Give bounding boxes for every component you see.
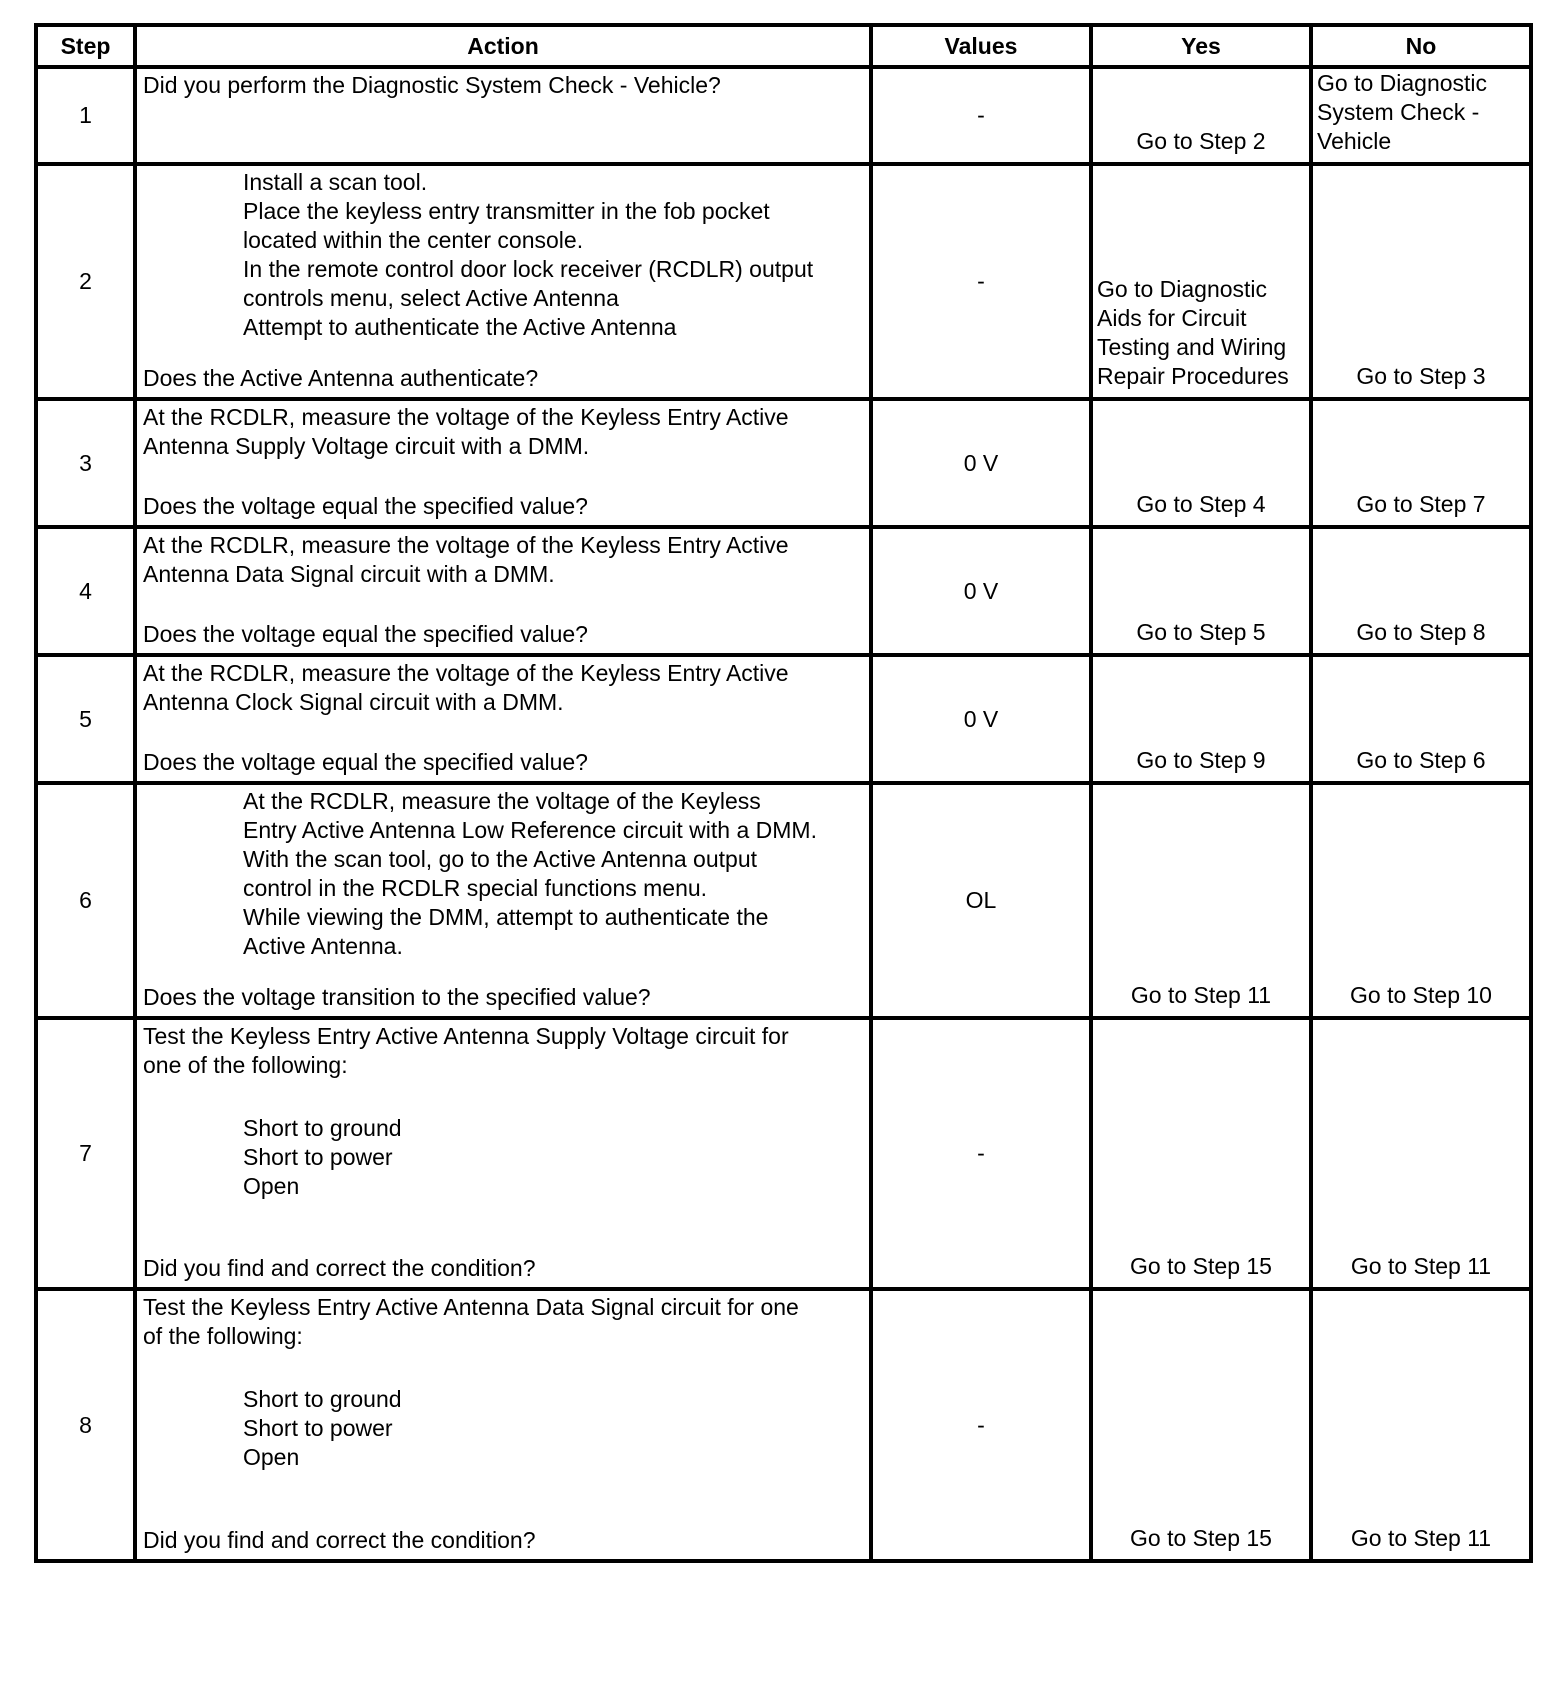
table-row (36, 527, 1531, 655)
action-line: Did you perform the Diagnostic System Check - Vehicle? (143, 72, 721, 98)
action-content (137, 529, 869, 653)
table-row (36, 67, 1531, 164)
action-question: Did you find and correct the condition? (143, 1527, 536, 1553)
action-instructions (143, 1293, 863, 1472)
no-cell (1311, 1018, 1531, 1289)
step-number: 5 (36, 655, 135, 783)
yes-action: Go to Step 11 (1130, 982, 1272, 1008)
yes-action: Go to Step 4 (1136, 491, 1266, 517)
no-cell (1311, 1289, 1531, 1561)
header-no: No (1311, 25, 1531, 67)
yes-action: Go to Diagnostic Aids for Circuit Testing and Wiring Repair Procedures (1097, 276, 1289, 389)
header-step: Step (36, 25, 135, 67)
action-content (137, 69, 869, 157)
table-row (36, 164, 1531, 399)
value-cell: - (871, 164, 1091, 399)
action-content (137, 657, 869, 781)
step-number: 3 (36, 399, 135, 527)
action-instructions (143, 787, 863, 961)
action-cell (135, 67, 871, 164)
yes-cell (1091, 67, 1311, 164)
action-content (137, 785, 869, 1016)
action-content (137, 401, 869, 525)
value-cell: 0 V (871, 399, 1091, 527)
yes-cell (1091, 1018, 1311, 1289)
action-instructions (143, 168, 863, 342)
action-indented-line: Open (243, 1173, 300, 1199)
header-row (36, 25, 1531, 67)
yes-action: Go to Step 9 (1136, 747, 1266, 773)
no-cell (1311, 655, 1531, 783)
action-indented-line: located within the center console. (243, 227, 584, 253)
value-cell: - (871, 67, 1091, 164)
action-content (137, 1020, 869, 1287)
no-action: Go to Step 8 (1356, 619, 1486, 645)
action-instructions (143, 531, 863, 589)
action-indented-line: While viewing the DMM, attempt to authenticate the (243, 904, 769, 930)
action-instructions (143, 1022, 863, 1201)
no-cell (1311, 67, 1531, 164)
action-indented-line: Entry Active Antenna Low Reference circuit with a DMM. (243, 817, 817, 843)
action-question: Does the voltage equal the specified value? (143, 493, 588, 519)
yes-cell (1091, 399, 1311, 527)
action-line: Test the Keyless Entry Active Antenna Supply Voltage circuit for (143, 1023, 789, 1049)
action-line: of the following: (143, 1323, 303, 1349)
action-line: Test the Keyless Entry Active Antenna Data Signal circuit for one (143, 1294, 799, 1320)
table-row (36, 1018, 1531, 1289)
step-number: 6 (36, 783, 135, 1018)
header-values: Values (871, 25, 1091, 67)
action-content (137, 166, 869, 397)
action-cell (135, 527, 871, 655)
step-number: 4 (36, 527, 135, 655)
action-line: At the RCDLR, measure the voltage of the Keyless Entry Active (143, 532, 789, 558)
value-cell: - (871, 1018, 1091, 1289)
header-action: Action (135, 25, 871, 67)
action-indented-line: At the RCDLR, measure the voltage of the Keyless (243, 788, 761, 814)
no-action: Go to Step 6 (1356, 747, 1486, 773)
yes-cell (1091, 527, 1311, 655)
action-question: Does the Active Antenna authenticate? (143, 365, 539, 391)
action-indented-line: Active Antenna. (243, 933, 403, 959)
no-action: Go to Step 11 (1350, 1253, 1492, 1279)
action-question: Does the voltage transition to the specified value? (143, 984, 651, 1010)
table-row (36, 1289, 1531, 1561)
action-indented-line: With the scan tool, go to the Active Antenna output (243, 846, 758, 872)
action-question: Does the voltage equal the specified value? (143, 621, 588, 647)
action-indented-line: Attempt to authenticate the Active Antenna (243, 314, 677, 340)
yes-action: Go to Step 15 (1130, 1253, 1272, 1279)
no-action: Go to Step 11 (1350, 1525, 1492, 1551)
action-cell (135, 655, 871, 783)
action-question: Does the voltage equal the specified value? (143, 749, 588, 775)
step-number: 7 (36, 1018, 135, 1289)
action-cell (135, 399, 871, 527)
action-content (137, 1291, 869, 1559)
action-indented-list (143, 168, 863, 342)
yes-cell (1091, 655, 1311, 783)
action-line: At the RCDLR, measure the voltage of the Keyless Entry Active (143, 404, 789, 430)
table-row (36, 399, 1531, 527)
action-instructions (143, 71, 863, 100)
step-number: 2 (36, 164, 135, 399)
action-cell (135, 1018, 871, 1289)
value-cell: 0 V (871, 527, 1091, 655)
action-line: Antenna Clock Signal circuit with a DMM. (143, 689, 564, 715)
action-cell (135, 164, 871, 399)
action-line: At the RCDLR, measure the voltage of the Keyless Entry Active (143, 660, 789, 686)
action-indented-line: Place the keyless entry transmitter in the fob pocket (243, 198, 770, 224)
header-yes: Yes (1091, 25, 1311, 67)
action-indented-line: Short to power (243, 1144, 393, 1170)
table-row (36, 783, 1531, 1018)
value-cell: - (871, 1289, 1091, 1561)
no-cell (1311, 783, 1531, 1018)
no-action: Go to Step 10 (1350, 982, 1492, 1008)
action-instructions (143, 659, 863, 717)
action-indented-line: Short to power (243, 1415, 393, 1441)
value-cell: OL (871, 783, 1091, 1018)
action-cell (135, 1289, 871, 1561)
yes-cell (1091, 1289, 1311, 1561)
no-cell (1311, 399, 1531, 527)
action-indented-line: Short to ground (243, 1386, 402, 1412)
action-instructions (143, 403, 863, 461)
action-line: Antenna Data Signal circuit with a DMM. (143, 561, 555, 587)
no-cell (1311, 164, 1531, 399)
action-indented-line: controls menu, select Active Antenna (243, 285, 619, 311)
no-action: Go to Step 7 (1356, 491, 1486, 517)
action-indented-line: control in the RCDLR special functions menu. (243, 875, 708, 901)
yes-action: Go to Step 5 (1136, 619, 1266, 645)
action-indented-line: Open (243, 1444, 300, 1470)
action-line: Antenna Supply Voltage circuit with a DMM. (143, 433, 590, 459)
action-indented-list (143, 1385, 863, 1472)
yes-cell (1091, 783, 1311, 1018)
action-question: Did you find and correct the condition? (143, 1255, 536, 1281)
no-cell (1311, 527, 1531, 655)
table-row (36, 655, 1531, 783)
step-number: 8 (36, 1289, 135, 1561)
action-indented-line: Install a scan tool. (243, 169, 428, 195)
step-number: 1 (36, 67, 135, 164)
no-action: Go to Step 3 (1356, 363, 1486, 389)
yes-action: Go to Step 15 (1130, 1525, 1272, 1551)
action-indented-line: Short to ground (243, 1115, 402, 1141)
yes-action: Go to Step 2 (1136, 128, 1266, 154)
action-indented-line: In the remote control door lock receiver (RCDLR) output (243, 256, 814, 282)
action-line: one of the following: (143, 1052, 348, 1078)
diagnostic-table (34, 23, 1533, 1563)
value-cell: 0 V (871, 655, 1091, 783)
yes-cell (1091, 164, 1311, 399)
action-indented-list (143, 787, 863, 961)
action-indented-list (143, 1114, 863, 1201)
no-action: Go to Diagnostic System Check - Vehicle (1317, 70, 1488, 154)
action-cell (135, 783, 871, 1018)
